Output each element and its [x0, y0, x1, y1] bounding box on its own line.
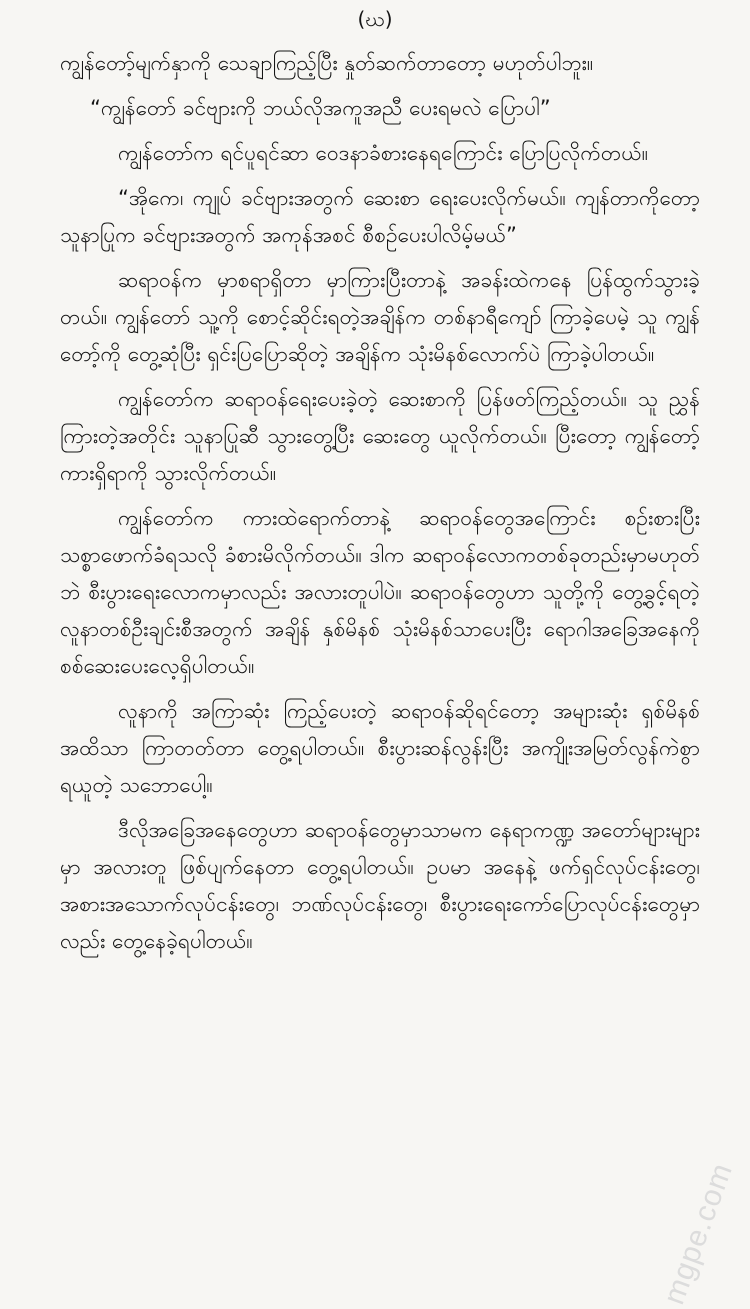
paragraph: “အိုကေ၊ ကျုပ် ခင်ဗျားအတွက် ဆေးစာ ရေးပေးလိုက်မယ်။ ကျန်တာကိုတော့ သူနာပြုက ခင်ဗျားအတွက် အကုန်အစင် စီစဉ်ပေးပါလိမ့်မယ်”	[60, 186, 700, 247]
paragraph: လူနာကို အကြာဆုံး ကြည့်ပေးတဲ့ ဆရာဝန်ဆိုရင်တော့ အများဆုံး ရှစ်မိနစ်အထိသာ ကြာတတ်တာ တွေ့ရပါတယ်။ စီးပွားဆန်လွန်းပြီး အကျိုးအမြတ်လွန်ကဲစွာ ရယူတဲ့ သဘောပေါ့။	[60, 699, 700, 797]
paragraph: ကျွန်တော်က ကားထဲရောက်တာနဲ့ ဆရာဝန်တွေအကြောင်း စဉ်းစားပြီး သစ္စာဖောက်ခံရသလို ခံစားမိလိုက်တယ်။ ဒါက ဆရာဝန်လောကတစ်ခုတည်းမှာမဟုတ်ဘဲ စီးပွားရေးလောကမှာလည်း အလားတူပါပဲ။ ဆရာဝန်တွေဟာ သူတို့ကို တွေ့ခွင့်ရတဲ့ လူနာတစ်ဦးချင်းစီအတွက် အချိန် နှစ်မိနစ် သုံးမိနစ်သာပေးပြီး ရောဂါအခြေအနေကို စစ်ဆေးပေးလေ့ရှိပါတယ်။	[60, 506, 700, 678]
paragraph: “ကျွန်တော် ခင်ဗျားကို ဘယ်လိုအကူအညီ ပေးရမလဲ ပြောပါ”	[90, 96, 551, 120]
paragraph: ကျွန်တော့်မျက်နှာကို သေချာကြည့်ပြီး နှုတ်ဆက်တာတော့ မဟုတ်ပါဘူး။	[60, 51, 594, 75]
paragraph: ဆရာဝန်က မှာစရာရှိတာ မှာကြားပြီးတာနဲ့ အခန်းထဲကနေ ပြန်ထွက်သွားခဲ့တယ်။ ကျွန်တော် သူ့ကို စောင့်ဆိုင်းရတဲ့အချိန်က တစ်နာရီကျော် ကြာခဲ့ပေမဲ့ သူ ကျွန်တော့်ကို တွေ့ဆုံပြီး ရှင်းပြပြောဆိုတဲ့ အချိန်က သုံးမိနစ်လောက်ပဲ ကြာခဲ့ပါတယ်။	[60, 268, 700, 366]
page-number: (ဃ)	[357, 7, 393, 31]
paragraph: ဒီလိုအခြေအနေတွေဟာ ဆရာဝန်တွေမှာသာမက နေရာကဏ္ဍ အတော်များများမှာ အလားတူ ဖြစ်ပျက်နေတာ တွေ့ရပါတယ်။ ဥပမာ အနေနဲ့ ဖက်ရှင်လုပ်ငန်းတွေ၊ အစားအသောက်လုပ်ငန်းတွေ၊ ဘဏ်လုပ်ငန်းတွေ၊ စီးပွားရေးကော်ပြောလုပ်ငန်းတွေမှာလည်း တွေ့နေခဲ့ရပါတယ်။	[60, 818, 700, 953]
paragraph: ကျွန်တော်က ဆရာဝန်ရေးပေးခဲ့တဲ့ ဆေးစာကို ပြန်ဖတ်ကြည့်တယ်။ သူ ညွှန်ကြားတဲ့အတိုင်း သူနာပြုဆီ သွားတွေ့ပြီး ဆေးတွေ ယူလိုက်တယ်။ ပြီးတော့ ကျွန်တော့်ကားရှိရာကို သွားလိုက်တယ်။	[60, 387, 700, 485]
body-text	[60, 45, 700, 968]
watermark: mgpe.com	[657, 1158, 740, 1309]
paragraph: ကျွန်တော်က ရင်ပူရင်ဆာ ဝေဒနာခံစားနေရကြောင်း ပြောပြလိုက်တယ်။	[118, 141, 649, 165]
